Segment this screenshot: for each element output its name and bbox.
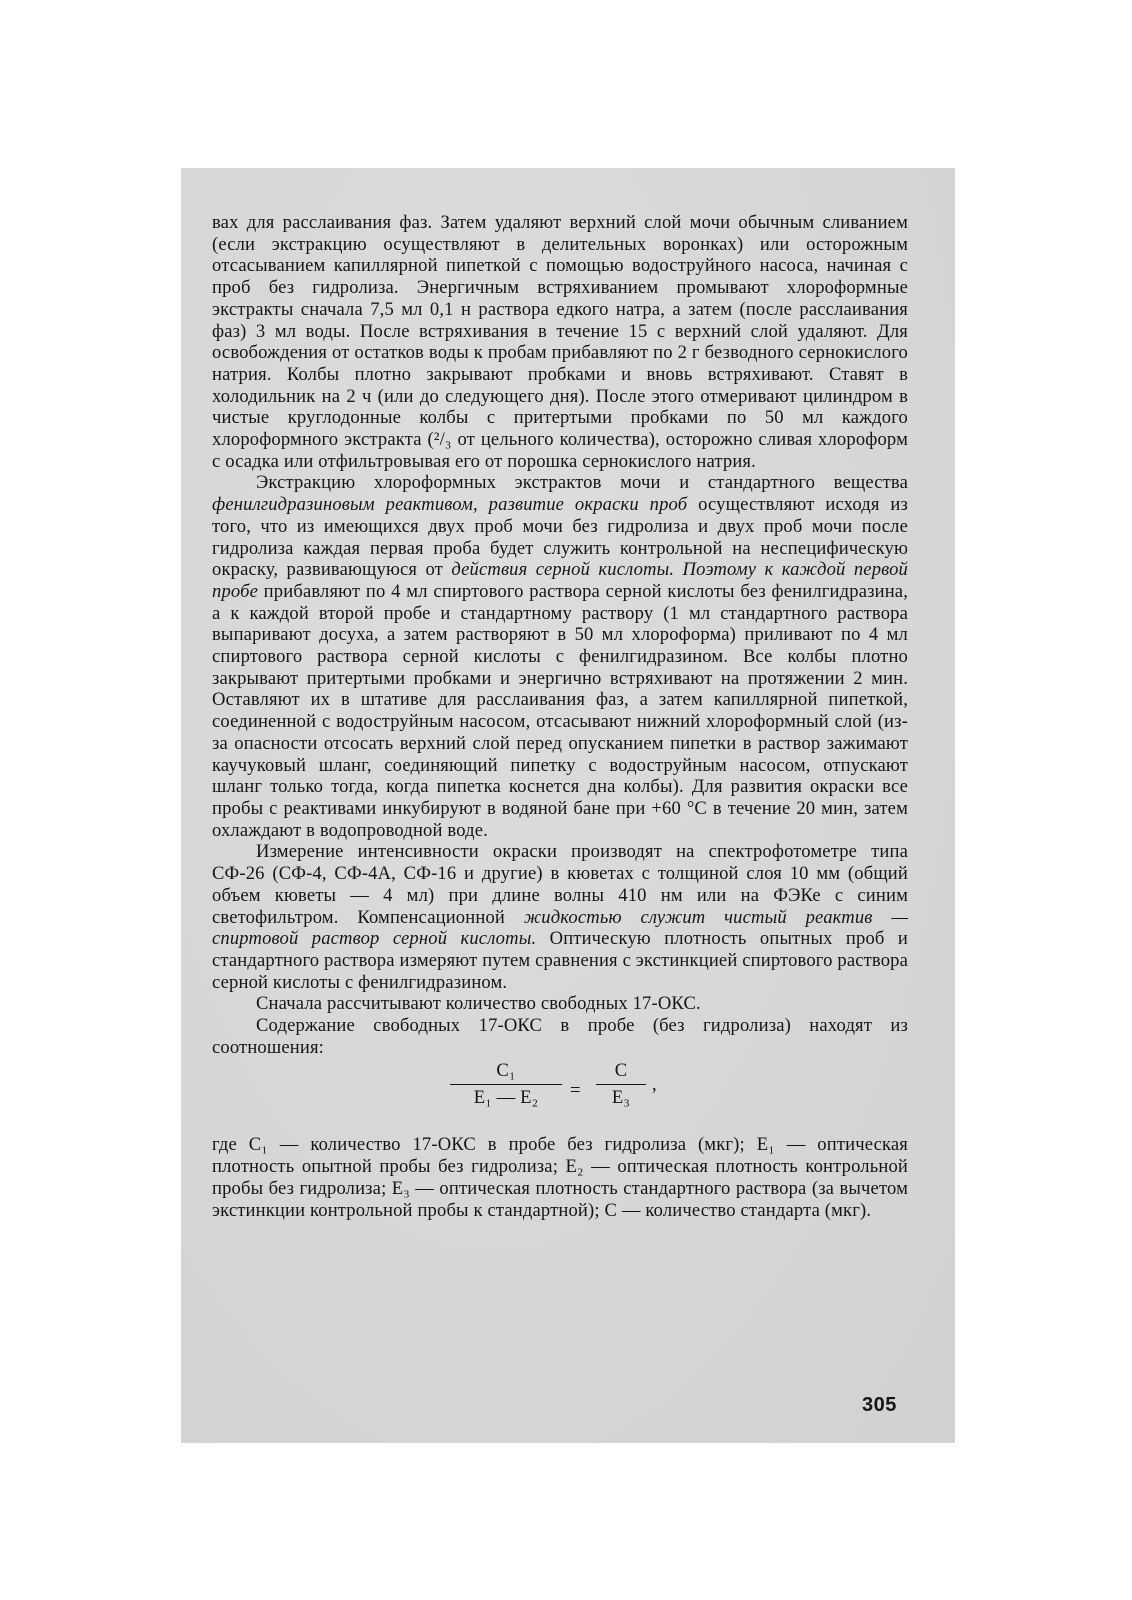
- formula-left-fraction: [450, 1060, 562, 1108]
- formula-right-numerator: C: [596, 1060, 646, 1085]
- paragraph-2-italic-d: действия серной кислоты. Поэтому к каждой первой пробе: [212, 559, 909, 602]
- page-body-text: [212, 212, 908, 1221]
- paragraph-5: Содержание свободных 17-ОКС в пробе (без гидролиза) находят из соотношения:: [212, 1015, 908, 1058]
- page-number: 305: [862, 1394, 897, 1416]
- paragraph-2-part-e: прибавляют по 4 мл спиртового раствора серной кислоты без фенилгидразина, а к каждой второй пробе и стандартному раствору (1 мл стандартного раствора выпаривают досуха, а затем растворяют в 50 мл хлороформа) приливают по 4 мл спиртового раствора серной кислоты с фенилгидразином. Все колбы плотно закрывают притертыми пробками и энергично встряхивают на протяжении 2 мин. Оставляют их в штативе для расслаивания фаз, а затем капиллярной пипеткой, соединенной с водоструйным насосом, отсасывают нижний хлороформный слой (из-за опасности отсосать верхний слой перед опусканием пипетки в раствор зажимают каучуковый шланг, соединяющий пипетку с водоструйным насосом, отпускают шланг только тогда, когда пипетка коснется дна колбы). Для развития окраски все пробы с реактивами инкубируют в водяной бане при +60 °С в течение 20 мин, затем охлаждают в водопроводной воде.: [212, 580, 908, 841]
- paragraph-4: Сначала рассчитывают количество свободных 17-ОКС.: [256, 993, 701, 1015]
- paragraph-2: [212, 472, 908, 841]
- paragraph-3-part-c: Оптическую плотность опытных проб и стандартного раствора измеряют путем сравнения с экстинкцией спиртового раствора серной кислоты с фенилгидразином.: [212, 928, 908, 993]
- formula-trailing-comma: ,: [652, 1074, 657, 1096]
- formula-equals-sign: =: [570, 1080, 581, 1102]
- ratio-formula: [212, 1060, 908, 1132]
- paragraph-1: вах для расслаивания фаз. Затем удаляют верхний слой мочи обычным сливанием (если экстракцию осуществляют в делительных воронках) или осторожным отсасыванием капиллярной пипеткой с помощью водоструйного насоса, начиная с проб без гидролиза. Энергичным встряхиванием промывают хлороформные экстракты сначала 7,5 мл 0,1 н раствора едкого натра, а затем (после расслаивания фаз) 3 мл воды. После встряхивания в течение 15 с верхний слой удаляют. Для освобождения от остатков воды к пробам прибавляют по 2 г безводного сернокислого натрия. Колбы плотно закрывают пробками и вновь встряхивают. Ставят в холодильник на 2 ч (или до следующего дня). После этого отмеривают цилиндром в чистые круглодонные колбы с притертыми пробками по 50 мл каждого хлороформного экстракта (²/₃ от цельного количества), осторожно сливая хлороформ с осадка или отфильтровывая его от порошка сернокислого натрия.: [212, 212, 908, 472]
- formula-right-denominator: E₃: [611, 1087, 631, 1109]
- paragraph-2-part-c: осуществляют исходя из того, что из имеющихся двух проб мочи без гидролиза и двух проб мочи после гидролиза каждая первая проба будет служить контрольной на неспецифическую окраску, развивающуюся от: [212, 494, 909, 581]
- formula-right-fraction: [596, 1060, 646, 1108]
- paragraph-3-part-a: Измерение интенсивности окраски производят на спектрофотометре типа СФ-26 (СФ-4, СФ-4А, СФ-16 и другие) в кюветах с толщиной слоя 10 мм (общий объем кюветы — 4 мл) при длине волны 410 нм или на ФЭКе с синим светофильтром. Компенсационной: [212, 841, 908, 928]
- formula-left-denominator: E₁ — E₂: [473, 1087, 539, 1109]
- paragraph-6-definitions: где C₁ — количество 17-ОКС в пробе без гидролиза (мкг); E₁ — оптическая плотность опытной пробы без гидролиза; E₂ — оптическая плотность контрольной пробы без гидролиза; E₃ — оптическая плотность стандартного раствора (за вычетом экстинкции контрольной пробы к стандартной); C — количество стандарта (мкг).: [212, 1134, 908, 1221]
- paragraph-2-italic-b: фенилгидразиновым реактивом, развитие окраски проб: [212, 494, 688, 516]
- paragraph-3-italic-b: жидкостью служит чистый реактив — спиртовой раствор серной кислоты.: [212, 906, 908, 950]
- formula-left-numerator: C₁: [450, 1060, 562, 1085]
- paragraph-3: [212, 841, 908, 993]
- paragraph-2-part-a: Экстракцию хлороформных экстрактов мочи и стандартного вещества: [256, 472, 908, 494]
